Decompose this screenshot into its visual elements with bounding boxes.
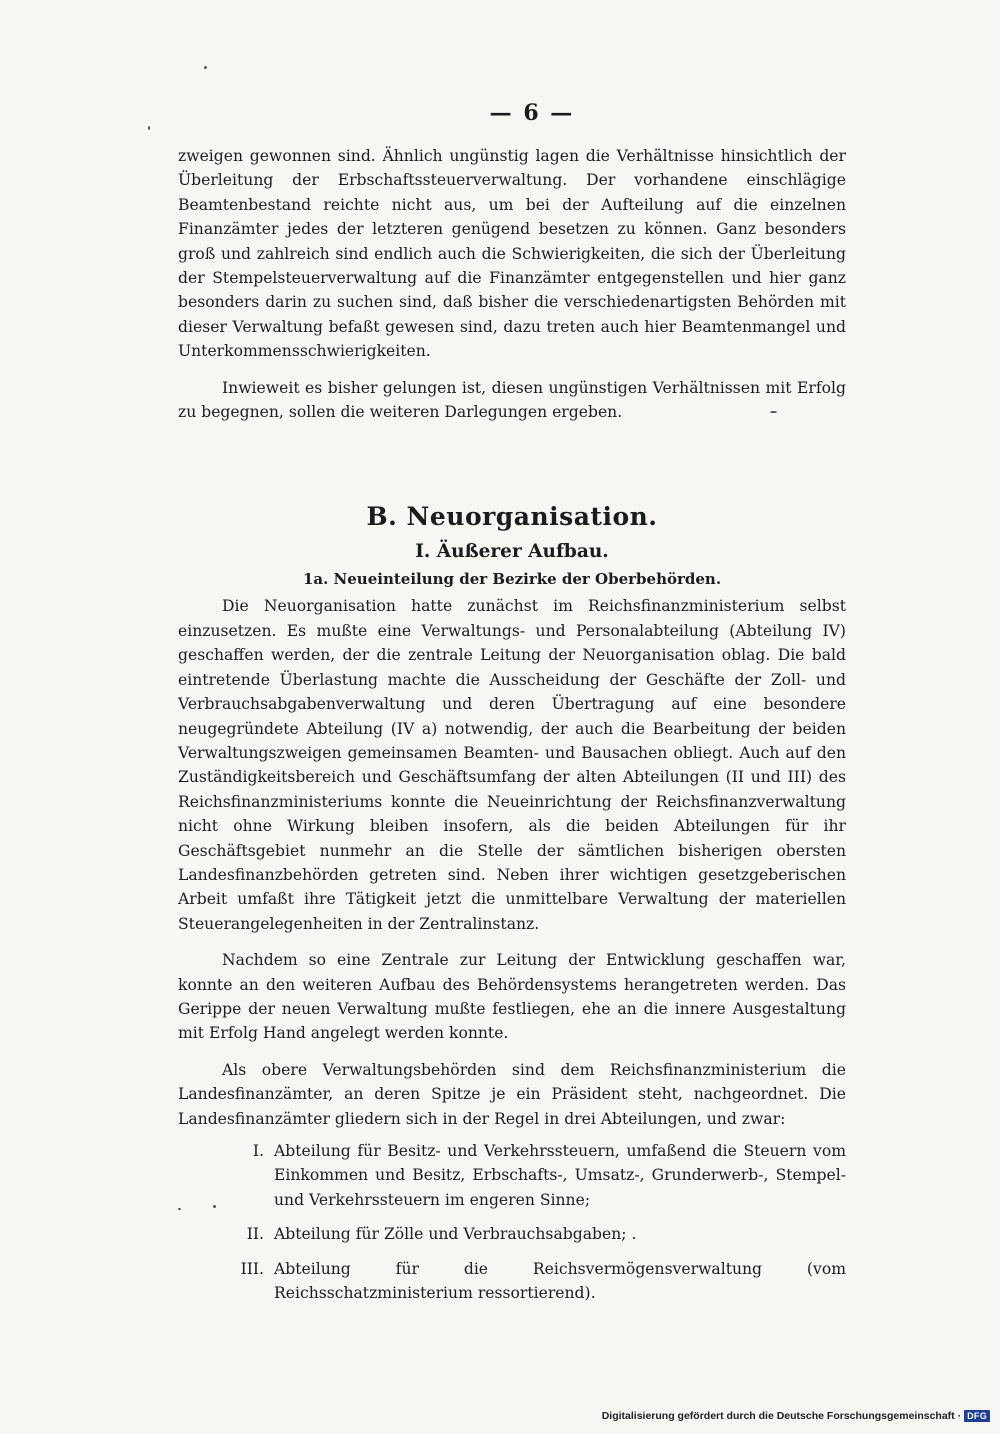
paragraph-main-2: Nachdem so eine Zentrale zur Leitung der Entwicklung geschaffen war, konnte an den weiteren Aufbau des Behördensystems herangetreten werden. Das Gerippe der neuen Verwaltung mußte festliegen, ehe an die innere Ausgestaltung mit Erfolg Hand angelegt werden konnte. bbox=[178, 951, 846, 1043]
digitization-footer bbox=[602, 1410, 990, 1422]
subsection-title: I. Äußerer Aufbau. bbox=[415, 541, 609, 563]
list-text: Abteilung für die Reichsvermögensverwaltung (vom Reichsschatzministerium ressortierend). bbox=[274, 1259, 846, 1303]
list-number: III. bbox=[240, 1259, 264, 1278]
dfg-logo-icon: DFG bbox=[964, 1410, 990, 1422]
footer-text: Digitalisierung gefördert durch die Deutsche Forschungsgemeinschaft · bbox=[601, 1410, 962, 1422]
subsubsection-title: 1a. Neueinteilung der Bezirke der Oberbehörden. bbox=[302, 570, 722, 589]
list-item bbox=[178, 1222, 846, 1246]
scan-speck bbox=[148, 126, 150, 130]
department-list bbox=[178, 1139, 846, 1305]
document-page bbox=[178, 100, 846, 1315]
section-title: B. Neuorganisation. bbox=[366, 502, 658, 532]
paragraph-top-2: Inwieweit es bisher gelungen ist, diesen ungünstigen Verhältnissen mit Erfolg zu begegnen, sollen die weiteren Darlegungen ergeben. bbox=[178, 378, 846, 422]
list-item bbox=[178, 1257, 846, 1306]
paragraph-top-1: zweigen gewonnen sind. Ähnlich ungünstig lagen die Verhältnisse hinsichtlich der Überleitung der Erbschaftssteuerverwaltung. Der vorhandene einschlägige Beamtenbestand reichte nicht aus, um bei der Aufteilung auf die einzelnen Finanzämter jedes der letzteren genügend besetzen zu können. Ganz besonders groß und zahlreich sind endlich auch die Schwierigkeiten, die sich der Überleitung der Stempelsteuerverwaltung auf die Finanzämter entgegenstellen und hier ganz besonders darin zu suchen sind, daß bisher die verschiedenartigsten Behörden mit dieser Verwaltung befaßt gewesen sind, dazu treten auch hier Beamtenmangel und Unterkommensschwierigkeiten. bbox=[178, 147, 846, 361]
list-number: II. bbox=[246, 1225, 264, 1244]
scan-speck bbox=[204, 66, 207, 69]
page-number: — 6 — bbox=[489, 100, 575, 126]
paragraph-main-3: Als obere Verwaltungsbehörden sind dem Reichsfinanzministerium die Landesfinanzämter, an deren Spitze je ein Präsident steht, nachgeordnet. Die Landesfinanzämter gliedern sich in der Regel in drei Abteilungen, und zwar: bbox=[178, 1060, 846, 1128]
list-text: Abteilung für Besitz- und Verkehrssteuern, umfaßend die Steuern vom Einkommen und Besitz, Erbschafts-, Umsatz-, Grunderwerb-, Stempel- und Verkehrssteuern im engeren Sinne; bbox=[274, 1142, 846, 1209]
paragraph-main-1: Die Neuorganisation hatte zunächst im Reichsfinanzministerium selbst einzusetzen. Es mußte eine Verwaltungs- und Personalabteilung (Abteilung IV) geschaffen werden, der die zentrale Leitung der Neuorganisation oblag. Die bald eintretende Überlastung machte die Ausscheidung der Geschäfte der Zoll- und Verbrauchsabgabenverwaltung und deren Übertragung auf eine besondere neugegründete Abteilung (IV a) notwendig, der auch die Bearbeitung der beiden Verwaltungszweigen gemeinsamen Beamten- und Bausachen obliegt. Auch auf den Zuständigkeitsbereich und Geschäftsumfang der alten Abteilungen (II und III) des Reichsfinanzministeriums konnte die Neueinrichtung der Reichsfinanzverwaltung nicht ohne Wirkung bleiben insofern, als die beiden Abteilungen für ihr Geschäftsgebiet nunmehr an die Stelle der sämtlichen bisherigen obersten Landesfinanzbehörden getreten sind. Neben ihrer wichtigen gesetzgeberischen Arbeit umfaßt ihre Tätigkeit jetzt die unmittelbare Verwaltung der materiellen Steuerangelegenheiten in der Zentralinstanz. bbox=[178, 597, 846, 933]
list-item bbox=[178, 1139, 846, 1212]
list-number: I. bbox=[252, 1142, 264, 1160]
list-text: Abteilung für Zölle und Verbrauchsabgaben; . bbox=[274, 1225, 637, 1244]
